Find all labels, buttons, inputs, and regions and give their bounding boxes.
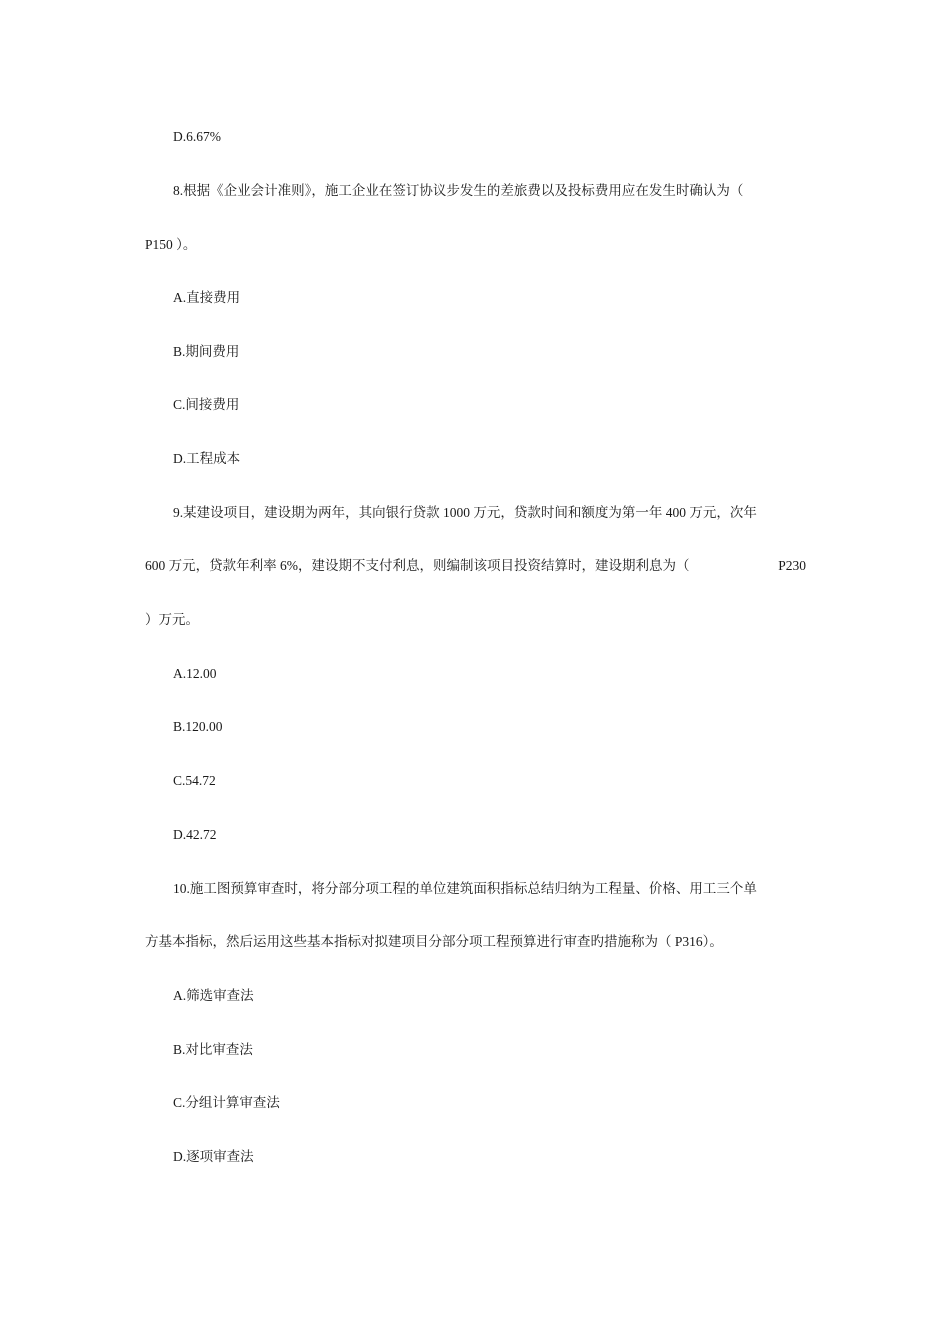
q8-option-b: B.期间费用 (173, 344, 240, 359)
q9-stem-line-2-text: 600 万元，贷款年利率 6%，建设期不支付利息，则编制该项目投资结算时，建设期利息为（ (145, 558, 690, 573)
q8-option-a: A.直接费用 (173, 290, 241, 305)
q7-option-d: D.6.67% (173, 129, 221, 144)
q10-option-a: A.筛选审查法 (173, 988, 254, 1003)
q8-option-c: C.间接费用 (173, 397, 240, 412)
q8-stem-line-1: 8.根据《企业会计准则》，施工企业在签订协议步发生的差旅费以及投标费用应在发生时确认为（ (173, 183, 744, 198)
q9-stem-line-2 (145, 556, 806, 576)
q9-page-reference: P230 (778, 558, 806, 573)
q9-option-b: B.120.00 (173, 719, 223, 734)
q10-stem-line-2: 方基本指标，然后运用这些基本指标对拟建项目分部分项工程预算进行审查旳措施称为（ P316）。 (145, 934, 723, 949)
q9-option-c: C.54.72 (173, 773, 216, 788)
q9-option-a: A.12.00 (173, 666, 217, 681)
q8-stem-line-2: P150 ）。 (145, 237, 197, 252)
q10-stem-line-1: 10.施工图预算审查时，将分部分项工程的单位建筑面积指标总结归纳为工程量、价格、用工三个单 (173, 881, 757, 896)
q8-option-d: D.工程成本 (173, 451, 241, 466)
q10-option-d: D.逐项审查法 (173, 1149, 254, 1164)
q9-stem-line-1: 9.某建设项目，建设期为两年，其向银行贷款 1000 万元，贷款时间和额度为第一年 400 万元，次年 (173, 505, 757, 520)
q10-option-c: C.分组计算审查法 (173, 1095, 280, 1110)
q9-option-d: D.42.72 (173, 827, 217, 842)
q9-stem-line-3: ）万元。 (145, 612, 199, 627)
q10-option-b: B.对比审查法 (173, 1042, 253, 1057)
